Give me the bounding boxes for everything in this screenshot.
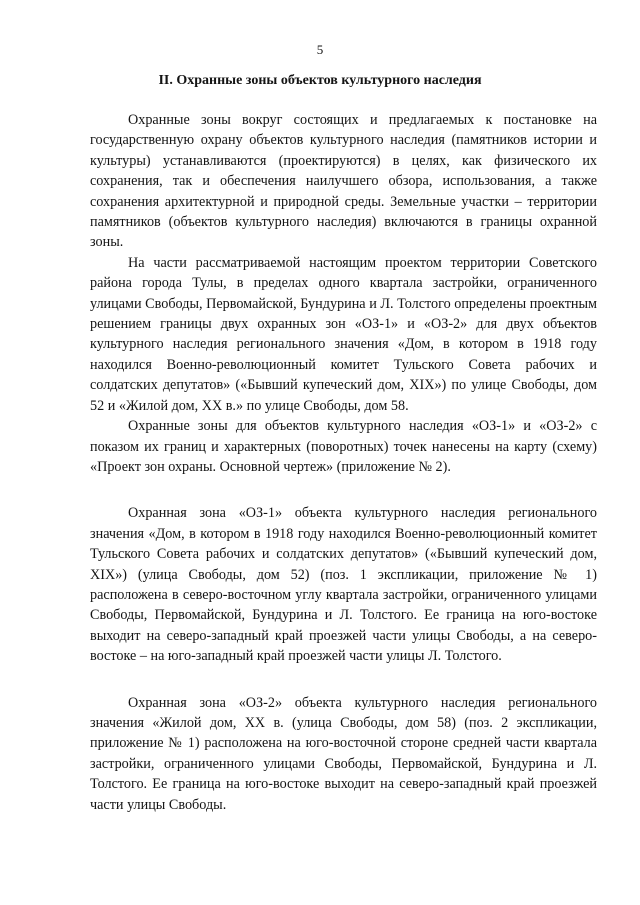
section-heading: II. Охранные зоны объектов культурного наследия — [158, 73, 482, 88]
paragraph-zone-oz2: Охранная зона «ОЗ-2» объекта культурного наследия регионального значения «Жилой дом, XX в. (улица Свободы, дом 58) (поз. 2 экспликации, приложение № 1) расположена на юго-восточной стороне средней части квартала застройки, ограниченного улицами Свободы, Первомайской, Бундурина и Л. Толстого. Ее граница на юго-востоке выходит на северо-западный край проезжей части улицы Свободы. — [90, 694, 597, 813]
paragraph-spacer — [90, 667, 597, 693]
paragraph-zones-defined: На части рассматриваемой настоящим проектом территории Советского района города Тулы, в пределах одного квартала застройки, ограниченного улицами Свободы, Первомайской, Бундурина и Л. Толстого определены проектным решением границы двух охранных зон «ОЗ-1» и «ОЗ-2» для двух объектов культурного наследия регионального значения «Дом, в котором в 1918 году находился Военно-революционный комитет Тульского Совета рабочих и солдатских депутатов» («Бывший купеческий дом, XIX») по улице Свободы, дом 52 и «Жилой дом, XX в.» по улице Свободы, дом 58. — [90, 254, 597, 414]
paragraph-purpose: Охранные зоны вокруг состоящих и предлагаемых к постановке на государственную охрану объектов культурного наследия (памятников истории и культуры) устанавливаются (проектируются) в целях, как физического их сохранения, так и обеспечения наилучшего обзора, использования, а также сохранения архитектурной и природной среды. Земельные участки – территории памятников (объектов культурного наследия) включаются в границы охранной зоны. — [90, 112, 597, 251]
page-number: 5 — [316, 42, 324, 57]
paragraph-spacer — [90, 477, 597, 503]
document-body — [90, 110, 597, 815]
paragraph-zone-oz1: Охранная зона «ОЗ-1» объекта культурного наследия регионального значения «Дом, в котором в 1918 году находился Военно-революционный комитет Тульского Совета рабочих и солдатских депутатов» («Бывший купеческий дом, XIX») (улица Свободы, дом 52) (поз. 1 экспликации, приложение № 1) расположена в северо-восточном углу квартала застройки, ограниченного улицами Свободы, Первомайской, Бундурина и Л. Толстого. Ее граница на юго-востоке выходит на северо-западный край проезжей части улицы Свободы, а на северо-востоке – на юго-западный край проезжей части улицы Л. Толстого. — [90, 505, 597, 665]
paragraph-map-reference: Охранные зоны для объектов культурного наследия «ОЗ-1» и «ОЗ-2» с показом их границ и характерных (поворотных) точек нанесены на карту (схему) «Проект зон охраны. Основной чертеж» (приложение № 2). — [90, 418, 597, 475]
